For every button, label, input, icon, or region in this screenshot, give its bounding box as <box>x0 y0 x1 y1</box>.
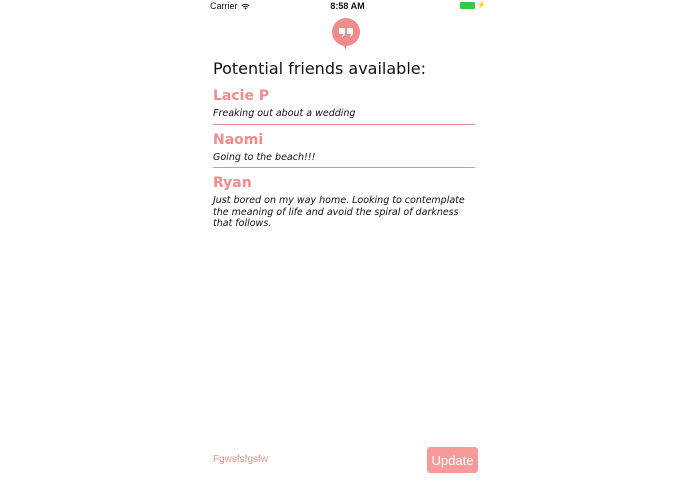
status-bar <box>0 0 695 12</box>
friends-list <box>213 87 475 234</box>
friend-name: Ryan <box>213 175 252 191</box>
list-item[interactable] <box>213 131 475 169</box>
friend-status: Freaking out about a wedding <box>213 108 356 119</box>
friend-status: Going to the beach!!! <box>213 151 316 163</box>
speech-bubble-quote-icon <box>331 18 361 50</box>
friend-name: Lacie P <box>213 88 270 104</box>
charging-bolt-icon: ⚡ <box>477 2 486 9</box>
friend-status: Just bored on my way home. Looking to contemplate the meaning of life and avoid the spiral of darkness that follows. <box>213 195 465 229</box>
page-title: Potential friends available: <box>213 59 427 78</box>
status-time: 8:58 AM <box>330 1 365 11</box>
carrier-label: Carrier <box>210 1 238 11</box>
battery-icon <box>460 2 475 9</box>
update-button[interactable]: Update <box>427 447 478 473</box>
list-item[interactable] <box>213 87 475 125</box>
list-item[interactable] <box>213 174 475 234</box>
battery-group <box>460 2 486 9</box>
name-field[interactable]: Fgwsfsfgsfw <box>213 454 269 465</box>
friend-name: Naomi <box>213 131 264 148</box>
